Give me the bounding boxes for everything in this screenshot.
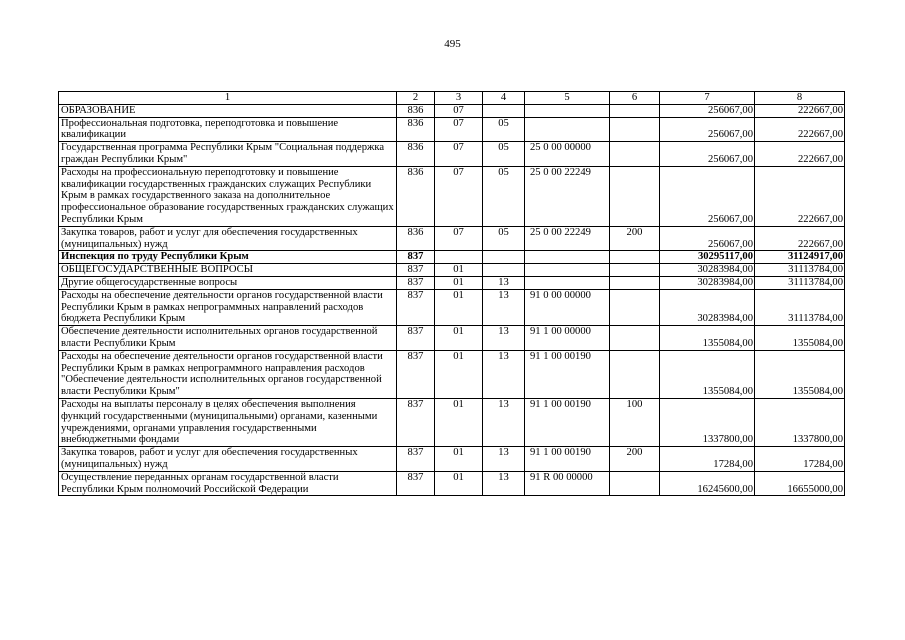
row-csr-cell [525, 251, 610, 264]
row-pr-cell: 13 [483, 398, 525, 446]
row-sum-year1-cell: 16245600,00 [660, 471, 755, 496]
row-csr-cell: 91 1 00 00000 [525, 326, 610, 351]
row-name-cell: Закупка товаров, работ и услуг для обеспечения государственных (муниципальных) нужд [59, 447, 397, 472]
row-csr-cell: 91 1 00 00190 [525, 350, 610, 398]
row-sum-year1-cell: 30283984,00 [660, 264, 755, 277]
row-rz-cell: 07 [435, 117, 483, 142]
row-sum-year2-cell: 17284,00 [755, 447, 845, 472]
row-gr-cell: 837 [397, 289, 435, 325]
row-name-cell: Расходы на обеспечение деятельности органов государственной власти Республики Крым в рамках непрограммных направлений расходов бюджета Республики Крым [59, 289, 397, 325]
row-csr-cell [525, 104, 610, 117]
row-name-cell: Инспекция по труду Республики Крым [59, 251, 397, 264]
row-gr-cell: 837 [397, 398, 435, 446]
row-gr-cell: 837 [397, 350, 435, 398]
row-vr-cell [610, 289, 660, 325]
row-pr-cell: 13 [483, 471, 525, 496]
row-rz-cell: 07 [435, 166, 483, 226]
row-csr-cell [525, 117, 610, 142]
row-csr-cell [525, 276, 610, 289]
header-cell: 3 [435, 92, 483, 105]
row-gr-cell: 837 [397, 251, 435, 264]
row-gr-cell: 837 [397, 447, 435, 472]
row-vr-cell [610, 251, 660, 264]
row-gr-cell: 837 [397, 264, 435, 277]
row-gr-cell: 837 [397, 471, 435, 496]
table-row [59, 226, 845, 251]
row-vr-cell [610, 117, 660, 142]
header-cell: 2 [397, 92, 435, 105]
row-rz-cell: 01 [435, 289, 483, 325]
row-rz-cell: 01 [435, 326, 483, 351]
row-rz-cell: 07 [435, 226, 483, 251]
row-rz-cell: 01 [435, 350, 483, 398]
row-vr-cell: 200 [610, 226, 660, 251]
row-sum-year1-cell: 1355084,00 [660, 350, 755, 398]
table-row [59, 264, 845, 277]
row-csr-cell: 91 R 00 00000 [525, 471, 610, 496]
row-sum-year1-cell: 1355084,00 [660, 326, 755, 351]
row-csr-cell: 91 1 00 00190 [525, 447, 610, 472]
row-pr-cell: 05 [483, 117, 525, 142]
row-sum-year1-cell: 30295117,00 [660, 251, 755, 264]
row-sum-year2-cell: 222667,00 [755, 166, 845, 226]
row-sum-year2-cell: 222667,00 [755, 226, 845, 251]
row-sum-year1-cell: 256067,00 [660, 226, 755, 251]
row-pr-cell: 13 [483, 276, 525, 289]
row-sum-year2-cell: 31113784,00 [755, 289, 845, 325]
row-sum-year2-cell: 222667,00 [755, 104, 845, 117]
row-name-cell: Расходы на профессиональную переподготовку и повышение квалификации государственных гражданских служащих Республики Крым в рамках государственного заказа на дополнительное профессиональное образование государственных гражданских служащих Республики Крым [59, 166, 397, 226]
header-cell: 8 [755, 92, 845, 105]
row-name-cell: Другие общегосударственные вопросы [59, 276, 397, 289]
table-row [59, 276, 845, 289]
header-cell: 5 [525, 92, 610, 105]
row-rz-cell: 07 [435, 142, 483, 167]
table-row [59, 117, 845, 142]
row-name-cell: ОБРАЗОВАНИЕ [59, 104, 397, 117]
row-vr-cell: 100 [610, 398, 660, 446]
table-row [59, 104, 845, 117]
row-csr-cell: 91 1 00 00190 [525, 398, 610, 446]
row-pr-cell [483, 264, 525, 277]
row-rz-cell: 01 [435, 471, 483, 496]
row-pr-cell: 13 [483, 350, 525, 398]
row-pr-cell: 05 [483, 142, 525, 167]
row-vr-cell [610, 326, 660, 351]
table-row [59, 447, 845, 472]
header-cell: 4 [483, 92, 525, 105]
table-row [59, 142, 845, 167]
row-rz-cell: 01 [435, 276, 483, 289]
row-sum-year2-cell: 222667,00 [755, 142, 845, 167]
row-sum-year1-cell: 256067,00 [660, 142, 755, 167]
row-pr-cell: 13 [483, 447, 525, 472]
table-row [59, 251, 845, 264]
row-csr-cell: 25 0 00 22249 [525, 166, 610, 226]
row-vr-cell [610, 276, 660, 289]
row-sum-year1-cell: 17284,00 [660, 447, 755, 472]
row-name-cell: Расходы на выплаты персоналу в целях обеспечения выполнения функций государственными (муниципальными) органами, казенными учреждениями, органами управления государственными внебюджетными фондами [59, 398, 397, 446]
table-row [59, 350, 845, 398]
row-pr-cell [483, 104, 525, 117]
row-gr-cell: 836 [397, 226, 435, 251]
table-row [59, 289, 845, 325]
row-sum-year2-cell: 16655000,00 [755, 471, 845, 496]
table-row [59, 398, 845, 446]
row-csr-cell: 25 0 00 22249 [525, 226, 610, 251]
row-sum-year1-cell: 256067,00 [660, 117, 755, 142]
row-sum-year2-cell: 1355084,00 [755, 350, 845, 398]
row-pr-cell [483, 251, 525, 264]
header-cell: 1 [59, 92, 397, 105]
row-sum-year2-cell: 31124917,00 [755, 251, 845, 264]
table-row [59, 166, 845, 226]
row-sum-year2-cell: 31113784,00 [755, 264, 845, 277]
row-gr-cell: 836 [397, 117, 435, 142]
row-vr-cell [610, 166, 660, 226]
row-vr-cell [610, 264, 660, 277]
row-name-cell: Обеспечение деятельности исполнительных органов государственной власти Республики Крым [59, 326, 397, 351]
budget-table [58, 91, 845, 496]
row-vr-cell [610, 350, 660, 398]
row-gr-cell: 836 [397, 104, 435, 117]
table-header-row [59, 92, 845, 105]
row-pr-cell: 05 [483, 226, 525, 251]
row-vr-cell [610, 471, 660, 496]
row-sum-year2-cell: 222667,00 [755, 117, 845, 142]
row-vr-cell: 200 [610, 447, 660, 472]
row-gr-cell: 836 [397, 166, 435, 226]
row-name-cell: Расходы на обеспечение деятельности органов государственной власти Республики Крым в рамках непрограммного направления расходов "Обеспечение деятельности исполнительных органов государственной власти Республики Крым" [59, 350, 397, 398]
row-pr-cell: 13 [483, 289, 525, 325]
row-name-cell: Закупка товаров, работ и услуг для обеспечения государственных (муниципальных) нужд [59, 226, 397, 251]
row-name-cell: Осуществление переданных органам государственной власти Республики Крым полномочий Российской Федерации [59, 471, 397, 496]
row-csr-cell: 25 0 00 00000 [525, 142, 610, 167]
row-sum-year1-cell: 256067,00 [660, 166, 755, 226]
row-sum-year2-cell: 1337800,00 [755, 398, 845, 446]
row-rz-cell: 01 [435, 398, 483, 446]
row-rz-cell: 07 [435, 104, 483, 117]
row-sum-year2-cell: 1355084,00 [755, 326, 845, 351]
row-rz-cell: 01 [435, 447, 483, 472]
row-vr-cell [610, 104, 660, 117]
row-sum-year1-cell: 256067,00 [660, 104, 755, 117]
header-cell: 7 [660, 92, 755, 105]
row-gr-cell: 837 [397, 276, 435, 289]
table-row [59, 326, 845, 351]
row-sum-year1-cell: 30283984,00 [660, 289, 755, 325]
row-rz-cell [435, 251, 483, 264]
row-sum-year1-cell: 1337800,00 [660, 398, 755, 446]
row-sum-year2-cell: 31113784,00 [755, 276, 845, 289]
row-rz-cell: 01 [435, 264, 483, 277]
row-gr-cell: 836 [397, 142, 435, 167]
row-sum-year1-cell: 30283984,00 [660, 276, 755, 289]
header-cell: 6 [610, 92, 660, 105]
row-pr-cell: 05 [483, 166, 525, 226]
row-pr-cell: 13 [483, 326, 525, 351]
row-vr-cell [610, 142, 660, 167]
row-csr-cell: 91 0 00 00000 [525, 289, 610, 325]
row-gr-cell: 837 [397, 326, 435, 351]
page-number: 495 [444, 38, 461, 50]
table-row [59, 471, 845, 496]
row-name-cell: Профессиональная подготовка, переподготовка и повышение квалификации [59, 117, 397, 142]
row-name-cell: Государственная программа Республики Крым "Социальная поддержка граждан Республики Крым" [59, 142, 397, 167]
row-name-cell: ОБЩЕГОСУДАРСТВЕННЫЕ ВОПРОСЫ [59, 264, 397, 277]
row-csr-cell [525, 264, 610, 277]
